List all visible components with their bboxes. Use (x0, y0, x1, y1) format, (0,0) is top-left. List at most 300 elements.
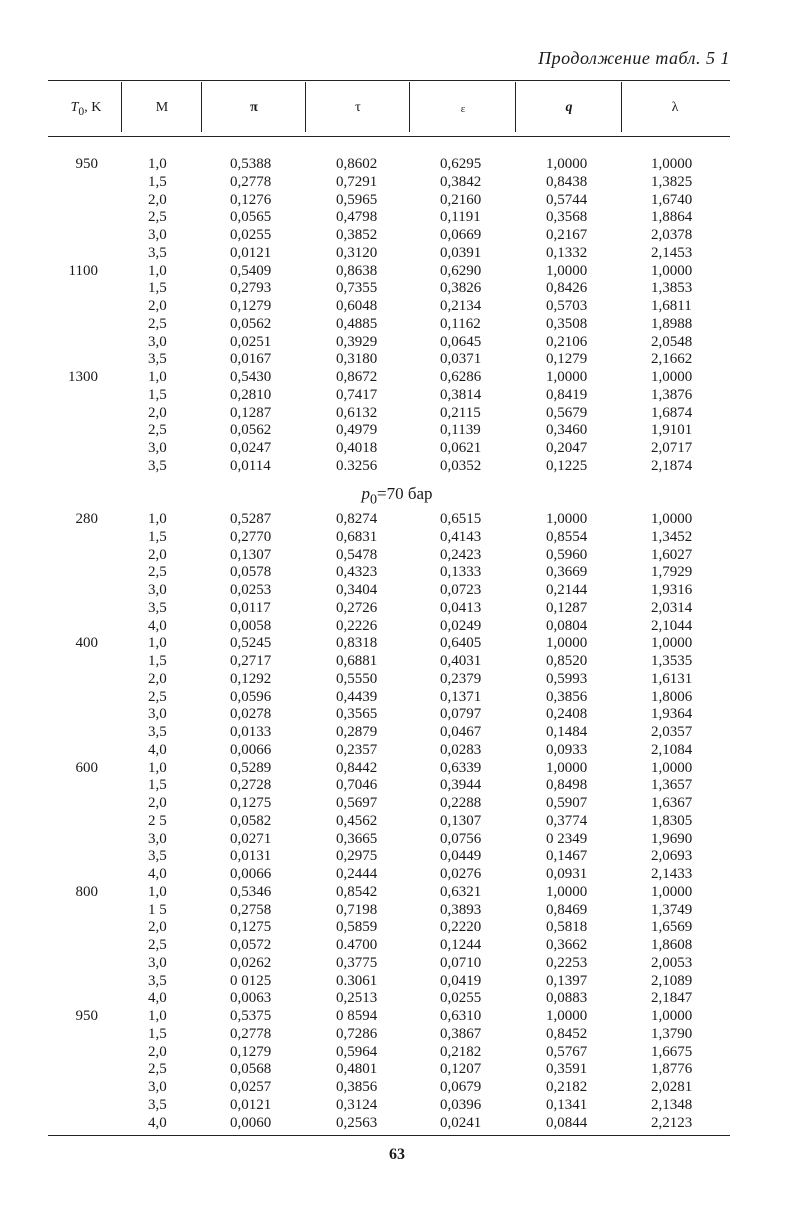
cell-q: 0,5767 (546, 1043, 588, 1060)
table-row (0, 848, 794, 866)
table-row (0, 689, 794, 707)
cell-lambda: 2,1453 (651, 244, 693, 261)
cell-pi: 0,2758 (230, 901, 272, 918)
cell-tau: 0,2975 (336, 848, 378, 865)
cell-tau: 0,5859 (336, 919, 378, 936)
cell-tau: 0,4798 (336, 209, 378, 226)
cell-m: 2 5 (148, 812, 167, 829)
table-row (0, 298, 794, 316)
cell-m: 2,5 (148, 937, 167, 953)
cell-m: 2,5 (148, 688, 167, 705)
cell-epsilon: 0,0797 (440, 706, 482, 723)
table-row (0, 1044, 794, 1062)
table-row (0, 760, 794, 778)
cell-lambda: 2,0357 (651, 724, 693, 740)
cell-t0: 400 (75, 635, 98, 652)
table-row (0, 1079, 794, 1097)
cell-lambda: 1,9316 (651, 582, 693, 598)
cell-q: 0,2144 (546, 582, 588, 598)
cell-tau: 0,4801 (336, 1061, 378, 1078)
cell-pi: 0,2770 (230, 528, 272, 545)
cell-tau: 0.3256 (336, 457, 378, 474)
cell-m: 1,0 (148, 156, 167, 172)
cell-q: 0,3662 (546, 937, 588, 953)
cell-epsilon: 0,1191 (440, 209, 481, 226)
cell-pi: 0,5388 (230, 156, 272, 172)
cell-m: 3,0 (148, 830, 167, 847)
cell-epsilon: 0,6515 (440, 511, 482, 527)
cell-tau: 0,8318 (336, 635, 378, 652)
cell-m: 1,0 (148, 511, 167, 527)
cell-epsilon: 0,0241 (440, 1114, 482, 1131)
cell-pi: 0,5409 (230, 262, 272, 279)
cell-m: 3,0 (148, 440, 167, 456)
cell-q: 0 2349 (546, 830, 588, 847)
cell-q: 1,0000 (546, 759, 588, 776)
table-row (0, 156, 794, 174)
table-row (0, 422, 794, 440)
cell-epsilon: 0,3893 (440, 901, 482, 918)
table-section-2 (0, 511, 794, 1132)
table-row (0, 192, 794, 210)
cell-epsilon: 0,0391 (440, 244, 482, 261)
cell-tau: 0,8274 (336, 511, 378, 527)
cell-epsilon: 0,3842 (440, 173, 482, 190)
cell-epsilon: 0,1244 (440, 937, 482, 953)
cell-lambda: 2,1084 (651, 741, 693, 758)
table-row (0, 334, 794, 352)
cell-tau: 0,4562 (336, 812, 378, 829)
cell-q: 1,0000 (546, 262, 588, 279)
cell-lambda: 2,0281 (651, 1079, 693, 1095)
cell-q: 0,3460 (546, 422, 588, 439)
cell-epsilon: 0,6405 (440, 635, 482, 652)
cell-lambda: 1,9690 (651, 830, 693, 847)
cell-pi: 0,0066 (230, 741, 272, 758)
cell-q: 0,3591 (546, 1061, 588, 1078)
cell-epsilon: 0,0645 (440, 333, 482, 350)
cell-m: 2,0 (148, 404, 167, 421)
cell-q: 0,0931 (546, 866, 588, 882)
cell-pi: 0,0114 (230, 457, 271, 474)
cell-m: 3,0 (148, 706, 167, 723)
cell-epsilon: 0,0419 (440, 972, 482, 989)
table-row (0, 866, 794, 884)
cell-tau: 0,8638 (336, 262, 378, 279)
table-row (0, 1115, 794, 1133)
cell-m: 1,5 (148, 653, 167, 669)
cell-pi: 0,0121 (230, 1096, 272, 1113)
table-row (0, 937, 794, 955)
cell-lambda: 1,6874 (651, 404, 693, 421)
cell-lambda: 2,1044 (651, 617, 693, 634)
cell-q: 0,5993 (546, 670, 588, 687)
cell-lambda: 2,1433 (651, 866, 693, 882)
cell-q: 0,8554 (546, 528, 588, 545)
cell-lambda: 1,0000 (651, 759, 693, 776)
cell-q: 0,2408 (546, 706, 588, 723)
cell-lambda: 1,6811 (651, 298, 692, 314)
cell-m: 1,0 (148, 1008, 167, 1024)
table-row (0, 902, 794, 920)
cell-pi: 0,0251 (230, 333, 272, 350)
cell-epsilon: 0,2379 (440, 670, 482, 687)
table-row (0, 369, 794, 387)
cell-lambda: 1,8305 (651, 812, 693, 829)
cell-epsilon: 0,3826 (440, 280, 482, 297)
cell-m: 1,0 (148, 635, 167, 652)
table-row (0, 1008, 794, 1026)
cell-q: 0,3856 (546, 688, 588, 705)
cell-pi: 0,0257 (230, 1079, 272, 1095)
cell-lambda: 2,1348 (651, 1096, 693, 1113)
cell-pi: 0,1279 (230, 1043, 272, 1060)
cell-q: 0,8498 (546, 777, 588, 794)
table-row (0, 955, 794, 973)
cell-pi: 0,0131 (230, 848, 272, 865)
cell-m: 4,0 (148, 617, 167, 634)
cell-q: 0,1397 (546, 972, 588, 989)
cell-t0: 280 (75, 511, 98, 527)
cell-tau: 0,3404 (336, 582, 378, 598)
cell-pi: 0,1275 (230, 795, 272, 811)
cell-lambda: 1,8988 (651, 315, 693, 332)
cell-pi: 0,5289 (230, 759, 272, 776)
cell-tau: 0.3061 (336, 972, 378, 989)
cell-m: 2,5 (148, 315, 167, 332)
cell-lambda: 1,9364 (651, 706, 693, 723)
cell-pi: 0,0582 (230, 812, 272, 829)
cell-epsilon: 0,2160 (440, 191, 482, 208)
table-row (0, 777, 794, 795)
cell-tau: 0,3665 (336, 830, 378, 847)
cell-epsilon: 0,1207 (440, 1061, 482, 1078)
table-row (0, 973, 794, 991)
cell-tau: 0,3852 (336, 227, 378, 243)
cell-m: 1,5 (148, 173, 167, 190)
cell-q: 1,0000 (546, 511, 588, 527)
cell-tau: 0,3180 (336, 351, 378, 368)
cell-tau: 0,4885 (336, 315, 378, 332)
cell-q: 0,3568 (546, 209, 588, 226)
table-row (0, 280, 794, 298)
cell-q: 0,1225 (546, 457, 588, 474)
cell-lambda: 1,8608 (651, 937, 693, 953)
cell-pi: 0,0568 (230, 1061, 272, 1078)
cell-q: 0,1341 (546, 1096, 588, 1113)
cell-m: 1,0 (148, 262, 167, 279)
cell-pi: 0,0247 (230, 440, 272, 456)
cell-tau: 0,3124 (336, 1096, 378, 1113)
cell-q: 0,8520 (546, 653, 588, 669)
table-row (0, 387, 794, 405)
cell-epsilon: 0,0669 (440, 227, 482, 243)
cell-tau: 0,4018 (336, 440, 378, 456)
cell-t0: 800 (75, 883, 98, 900)
table-row (0, 742, 794, 760)
cell-lambda: 1,0000 (651, 1008, 693, 1024)
cell-tau: 0,2879 (336, 724, 378, 740)
cell-lambda: 1,0000 (651, 511, 693, 527)
cell-epsilon: 0,0710 (440, 954, 482, 971)
cell-tau: 0,4439 (336, 688, 378, 705)
cell-q: 1,0000 (546, 369, 588, 385)
cell-pi: 0,2717 (230, 653, 272, 669)
cell-q: 0,2182 (546, 1079, 588, 1095)
cell-m: 3,0 (148, 333, 167, 350)
cell-q: 0,0933 (546, 741, 588, 758)
cell-tau: 0,3565 (336, 706, 378, 723)
cell-pi: 0,0596 (230, 688, 272, 705)
cell-epsilon: 0,6290 (440, 262, 482, 279)
cell-m: 3,5 (148, 1096, 167, 1113)
cell-q: 0,2167 (546, 227, 588, 243)
cell-lambda: 1,0000 (651, 635, 693, 652)
cell-tau: 0,4979 (336, 422, 378, 439)
cell-epsilon: 0,0352 (440, 457, 482, 474)
cell-pi: 0,2778 (230, 173, 272, 190)
cell-pi: 0,0058 (230, 617, 272, 634)
cell-m: 1,5 (148, 386, 167, 403)
cell-epsilon: 0,2182 (440, 1043, 482, 1060)
cell-m: 2,0 (148, 795, 167, 811)
cell-t0: 600 (75, 759, 98, 776)
cell-m: 4,0 (148, 741, 167, 758)
cell-lambda: 1,3825 (651, 173, 693, 190)
cell-m: 3,5 (148, 599, 167, 616)
cell-pi: 0,1292 (230, 670, 272, 687)
cell-epsilon: 0,0249 (440, 617, 482, 634)
cell-m: 4,0 (148, 866, 167, 882)
cell-pi: 0,5375 (230, 1008, 272, 1024)
table-row (0, 706, 794, 724)
cell-tau: 0,2357 (336, 741, 378, 758)
cell-epsilon: 0,2115 (440, 404, 481, 421)
cell-q: 1,0000 (546, 156, 588, 172)
table-row (0, 245, 794, 263)
cell-q: 0,8438 (546, 173, 588, 190)
cell-pi: 0,2810 (230, 386, 272, 403)
table-top-rule (48, 80, 730, 81)
cell-lambda: 1,6740 (651, 191, 693, 208)
cell-epsilon: 0,1139 (440, 422, 481, 439)
cell-q: 0,0844 (546, 1114, 588, 1131)
cell-epsilon: 0,6295 (440, 156, 482, 172)
cell-tau: 0,3120 (336, 244, 378, 261)
cell-lambda: 1,3853 (651, 280, 693, 297)
cell-tau: 0,7198 (336, 901, 378, 918)
cell-m: 3,0 (148, 227, 167, 243)
cell-pi: 0,0253 (230, 582, 272, 598)
cell-pi: 0,1275 (230, 919, 272, 936)
cell-tau: 0,8672 (336, 369, 378, 385)
table-row (0, 440, 794, 458)
cell-lambda: 1,3876 (651, 386, 693, 403)
cell-epsilon: 0,1333 (440, 564, 482, 581)
cell-lambda: 1,6675 (651, 1043, 693, 1060)
cell-m: 3,0 (148, 954, 167, 971)
cell-m: 1 5 (148, 901, 167, 918)
cell-q: 0,0883 (546, 990, 588, 1007)
cell-q: 0,5679 (546, 404, 588, 421)
cell-q: 0,1332 (546, 244, 588, 261)
table-row (0, 458, 794, 476)
table-row (0, 351, 794, 369)
table-row (0, 174, 794, 192)
cell-lambda: 1,8776 (651, 1061, 693, 1078)
table-row (0, 884, 794, 902)
cell-epsilon: 0,0621 (440, 440, 482, 456)
cell-m: 1,0 (148, 759, 167, 776)
header-q: q (565, 100, 573, 115)
cell-epsilon: 0,0723 (440, 582, 482, 598)
header-pi: π (250, 100, 258, 115)
table-caption: Продолжение табл. 5 1 (538, 48, 730, 68)
table-row (0, 263, 794, 281)
cell-q: 0,5703 (546, 298, 588, 314)
table-row (0, 600, 794, 618)
cell-lambda: 1,7929 (651, 564, 693, 581)
cell-tau: 0,2444 (336, 866, 378, 882)
table-row (0, 919, 794, 937)
cell-lambda: 2,2123 (651, 1114, 693, 1131)
cell-lambda: 2,0693 (651, 848, 693, 865)
header-lambda: λ (671, 100, 679, 115)
cell-pi: 0,0117 (230, 599, 271, 616)
cell-tau: 0.4700 (336, 937, 378, 953)
table-row (0, 1061, 794, 1079)
cell-q: 0,1279 (546, 351, 588, 368)
pressure-subheading: $p_0=70$ бар (361, 484, 433, 508)
cell-q: 0,8419 (546, 386, 588, 403)
cell-lambda: 2,0378 (651, 227, 693, 243)
cell-epsilon: 0,0371 (440, 351, 482, 368)
header-tau: τ (355, 100, 361, 115)
table-row (0, 564, 794, 582)
cell-tau: 0,6132 (336, 404, 378, 421)
table-row (0, 635, 794, 653)
cell-tau: 0,5965 (336, 191, 378, 208)
cell-tau: 0,6881 (336, 653, 378, 669)
cell-lambda: 1,6367 (651, 795, 693, 811)
cell-tau: 0,3775 (336, 954, 378, 971)
cell-epsilon: 0,2288 (440, 795, 482, 811)
cell-q: 0,1484 (546, 724, 588, 740)
table-row (0, 405, 794, 423)
cell-lambda: 2,0717 (651, 440, 693, 456)
cell-epsilon: 0,0283 (440, 741, 482, 758)
cell-tau: 0,2513 (336, 990, 378, 1007)
cell-q: 0,5960 (546, 546, 588, 563)
cell-epsilon: 0,4031 (440, 653, 482, 669)
cell-m: 2,5 (148, 209, 167, 226)
cell-tau: 0,5550 (336, 670, 378, 687)
table-row (0, 209, 794, 227)
cell-pi: 0,5287 (230, 511, 272, 527)
cell-t0: 950 (75, 1008, 98, 1024)
cell-tau: 0,3929 (336, 333, 378, 350)
cell-epsilon: 0,0756 (440, 830, 482, 847)
cell-pi: 0,0255 (230, 227, 272, 243)
cell-pi: 0,1279 (230, 298, 272, 314)
cell-pi: 0,0063 (230, 990, 272, 1007)
cell-pi: 0,1307 (230, 546, 272, 563)
table-header-rule (48, 136, 730, 137)
cell-lambda: 1,0000 (651, 883, 693, 900)
cell-lambda: 1,8006 (651, 688, 693, 705)
cell-m: 2,0 (148, 298, 167, 314)
cell-t0: 950 (75, 156, 98, 172)
cell-pi: 0,0271 (230, 830, 272, 847)
cell-tau: 0,8542 (336, 883, 378, 900)
cell-lambda: 1,3452 (651, 528, 693, 545)
cell-lambda: 1,0000 (651, 262, 693, 279)
cell-pi: 0,5430 (230, 369, 272, 385)
page-number: 63 (389, 1146, 405, 1163)
table-row (0, 582, 794, 600)
cell-epsilon: 0,0276 (440, 866, 482, 882)
cell-pi: 0,5245 (230, 635, 272, 652)
cell-tau: 0,5964 (336, 1043, 378, 1060)
table-row (0, 813, 794, 831)
cell-tau: 0,5697 (336, 795, 378, 811)
cell-epsilon: 0,0255 (440, 990, 482, 1007)
cell-m: 1,5 (148, 280, 167, 297)
table-row (0, 529, 794, 547)
cell-m: 1,0 (148, 883, 167, 900)
cell-q: 0,5907 (546, 795, 588, 811)
cell-lambda: 2,1662 (651, 351, 693, 368)
cell-q: 1,0000 (546, 883, 588, 900)
table-row (0, 547, 794, 565)
table-row (0, 795, 794, 813)
cell-epsilon: 0,6339 (440, 759, 482, 776)
cell-m: 2,0 (148, 546, 167, 563)
cell-m: 2,5 (148, 422, 167, 439)
cell-epsilon: 0,0396 (440, 1096, 482, 1113)
cell-epsilon: 0,3867 (440, 1025, 482, 1042)
cell-q: 1,0000 (546, 1008, 588, 1024)
cell-m: 1,5 (148, 777, 167, 794)
cell-q: 0,2253 (546, 954, 588, 971)
cell-tau: 0,5478 (336, 546, 378, 563)
cell-tau: 0,7417 (336, 386, 378, 403)
cell-pi: 0,0278 (230, 706, 272, 723)
cell-q: 0,3669 (546, 564, 588, 581)
cell-epsilon: 0,1371 (440, 688, 482, 705)
cell-tau: 0,7046 (336, 777, 378, 794)
cell-tau: 0,8602 (336, 156, 378, 172)
cell-m: 4,0 (148, 990, 167, 1007)
cell-epsilon: 0,0467 (440, 724, 482, 740)
table-row (0, 511, 794, 529)
cell-m: 2,0 (148, 191, 167, 208)
cell-q: 0,3774 (546, 812, 588, 829)
cell-lambda: 1,3535 (651, 653, 693, 669)
cell-tau: 0,2726 (336, 599, 378, 616)
cell-tau: 0,6048 (336, 298, 378, 314)
cell-pi: 0,0066 (230, 866, 272, 882)
cell-pi: 0,0578 (230, 564, 272, 581)
cell-pi: 0,1276 (230, 191, 272, 208)
cell-lambda: 1,0000 (651, 369, 693, 385)
table-row (0, 1097, 794, 1115)
table-row (0, 1026, 794, 1044)
cell-m: 2,0 (148, 919, 167, 936)
cell-lambda: 2,1847 (651, 990, 693, 1007)
cell-m: 2,0 (148, 670, 167, 687)
cell-t0: 1300 (68, 369, 98, 385)
